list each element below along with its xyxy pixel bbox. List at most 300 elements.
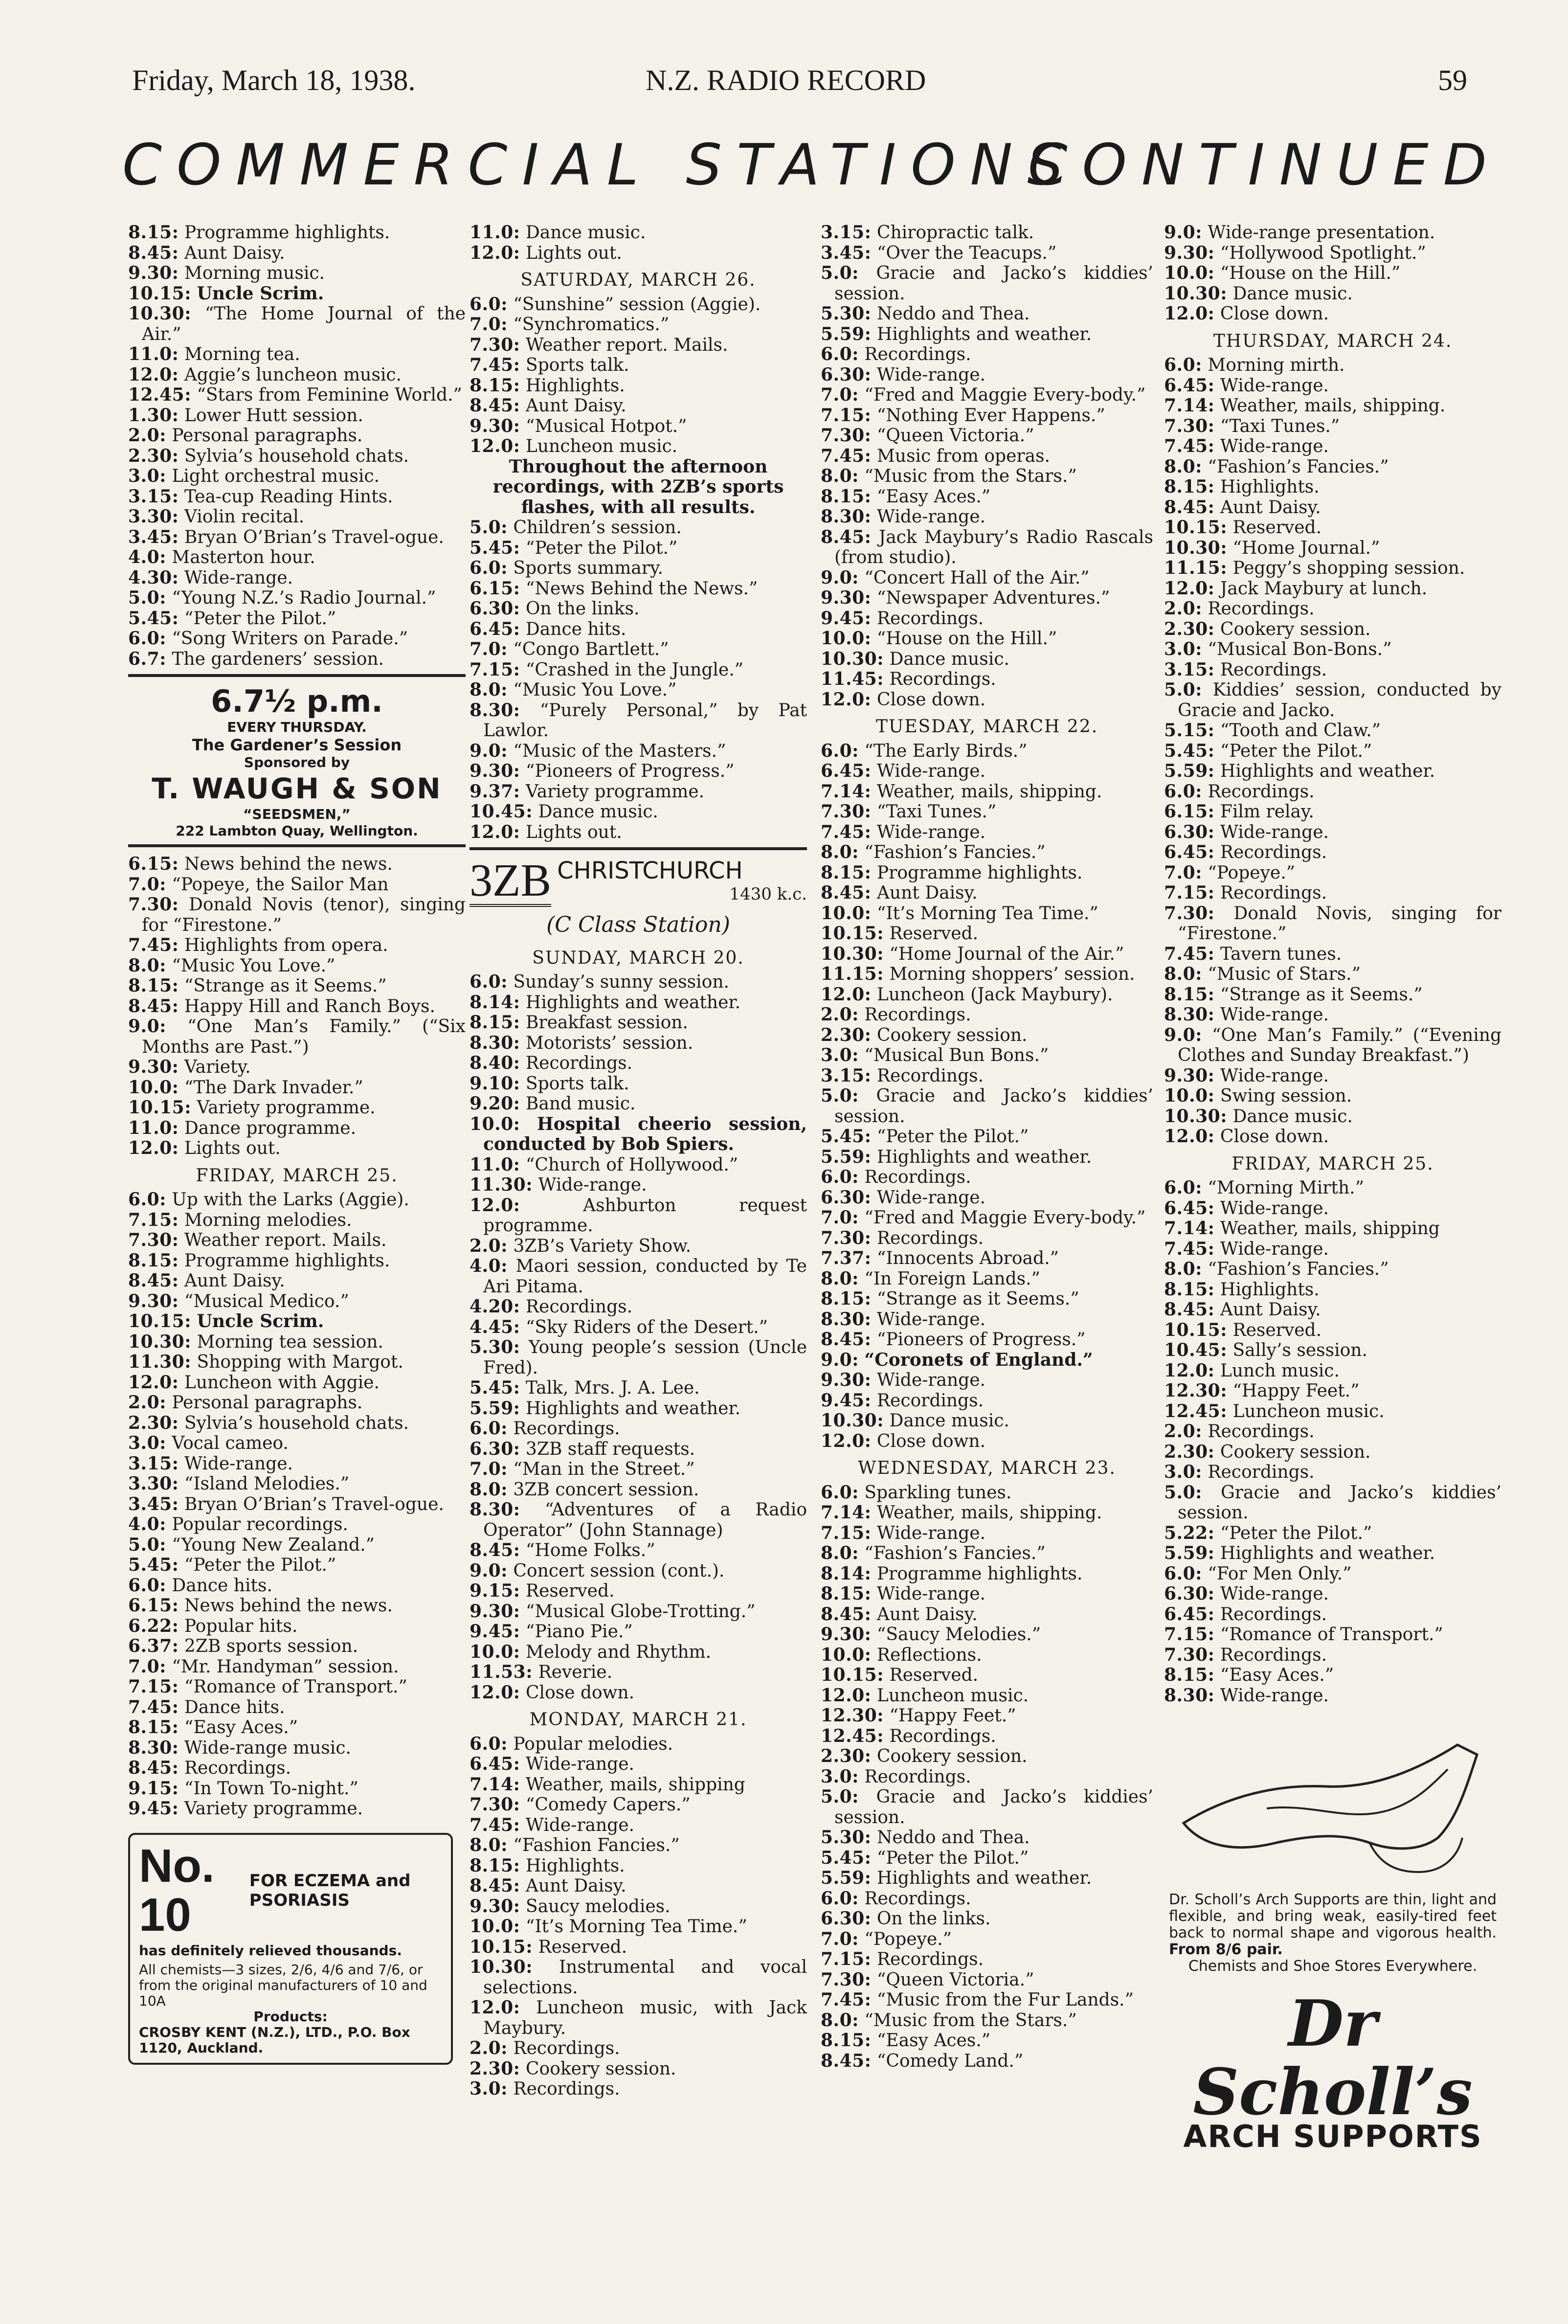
entry-time: 3.15: (128, 1453, 179, 1474)
entry-time: 10.30: (128, 1331, 192, 1352)
entry-time: 3.15: (821, 1065, 872, 1086)
entry-programme: “Peter the Pilot.” (184, 1555, 336, 1575)
schedule-entry (821, 690, 1153, 710)
entry-programme: “Nothing Ever Happens.” (876, 405, 1105, 426)
entry-time: 12.0: (821, 1430, 872, 1451)
schedule-entry (1164, 1259, 1501, 1280)
schedule-entry (821, 1970, 1153, 1990)
schedule-entry (470, 822, 807, 843)
divider (128, 674, 466, 677)
entry-programme: 3ZB concert session. (513, 1479, 699, 1500)
ad-copy-text: Dr. Scholl’s Arch Supports are thin, light and flexible, and bring weak, easily-tired feet back to normal shape and vigorous health. (1169, 1891, 1497, 1941)
entry-time: 9.45: (821, 608, 872, 629)
entry-programme: “Musical Bon-Bons.” (1208, 639, 1392, 659)
entry-time: 8.45: (1164, 1299, 1215, 1320)
schedule-entry (470, 1114, 807, 1155)
entry-programme: Highlights. (525, 375, 625, 396)
schedule-entry (128, 1078, 466, 1098)
entry-programme: “Easy Aces.” (876, 2031, 991, 2051)
schedule-entry (821, 1005, 1153, 1025)
schedule-entry (470, 1317, 807, 1338)
entry-programme: Sports talk. (525, 1073, 629, 1094)
entry-time: 10.30: (1164, 283, 1228, 304)
schedule-entry (128, 1576, 466, 1596)
entry-time: 6.45: (1164, 375, 1215, 396)
entry-time: 7.30: (821, 801, 872, 822)
entry-programme: Jack Maybury at lunch. (1220, 578, 1428, 599)
schedule-entry (1164, 863, 1501, 883)
entry-time: 9.0: (1164, 222, 1202, 243)
schedule-entry (1164, 497, 1501, 518)
entry-time: 10.15: (1164, 517, 1228, 538)
entry-programme: Close down. (1220, 304, 1329, 324)
entry-time: 7.45: (821, 445, 872, 466)
schedule-entry (128, 996, 466, 1017)
entry-programme: “Synchromatics.” (513, 315, 670, 335)
schedule-entry (470, 1581, 807, 1602)
schedule-entry (470, 700, 807, 741)
entry-time: 12.0: (470, 1682, 520, 1703)
entry-time: 12.0: (821, 984, 872, 1005)
schedule-entry (470, 315, 807, 335)
entry-time: 8.0: (1164, 1259, 1202, 1279)
entry-programme: Highlights and weather. (1220, 1543, 1435, 1563)
entry-programme: Wide-range. (525, 1815, 634, 1835)
schedule-entry (821, 629, 1153, 649)
entry-programme: Wide-range. (1220, 1239, 1329, 1259)
entry-programme: Reserved. (889, 1665, 979, 1685)
schedule-entry (128, 1677, 466, 1697)
entry-programme: Film relay. (1220, 802, 1314, 822)
ad-for: FOR ECZEMA and PSORIASIS (249, 1871, 411, 1910)
entry-programme: “Taxi Tunes.” (1220, 416, 1340, 436)
entry-time: 7.15: (821, 1522, 872, 1543)
entry-time: 6.0: (1164, 1563, 1202, 1584)
entry-time: 12.0: (128, 364, 179, 385)
ad-details: All chemists—3 sizes, 2/6, 4/6 and 7/6, or from the original manufacturers of 10 and 10A (139, 1961, 427, 2009)
schedule-entry (1164, 903, 1501, 944)
entry-programme: Recordings. (864, 1766, 971, 1787)
entry-programme: Dance music. (1232, 283, 1353, 304)
entry-time: 12.0: (470, 242, 520, 263)
entry-time: 5.0: (1164, 679, 1202, 700)
schedule-entry (1164, 1239, 1501, 1260)
entry-programme: Highlights. (1220, 477, 1320, 497)
schedule-entry (470, 1896, 807, 1917)
entry-programme: Programme highlights. (184, 223, 390, 243)
entry-time: 8.0: (470, 1479, 508, 1500)
entry-time: 10.0: (821, 903, 872, 924)
entry-programme: “Peter the Pilot.” (1220, 1523, 1372, 1543)
entry-programme: Wide-range. (184, 567, 293, 588)
schedule-list (1164, 355, 1501, 1147)
schedule-entry (1164, 1564, 1501, 1584)
entry-programme: Highlights and weather. (525, 992, 741, 1013)
entry-time: 8.40: (470, 1053, 520, 1073)
entry-programme: Recordings. (525, 1297, 633, 1317)
schedule-entry (128, 1717, 466, 1738)
entry-programme: Weather, mails, shipping (1220, 1218, 1440, 1239)
entry-programme: Aggie’s luncheon music. (184, 364, 402, 385)
schedule-entry (1164, 558, 1501, 579)
schedule-entry (1164, 1066, 1501, 1086)
schedule-entry (1164, 985, 1501, 1005)
entry-time: 10.15: (1164, 1319, 1228, 1340)
entry-programme: Recordings. (1208, 599, 1315, 619)
entry-time: 5.0: (821, 263, 859, 283)
entry-programme: Masterton hour. (172, 547, 315, 567)
entry-time: 10.0: (128, 1077, 179, 1098)
schedule-entry (821, 985, 1153, 1005)
entry-time: 6.45: (1164, 1197, 1215, 1218)
schedule-entry (1164, 376, 1501, 396)
schedule-entry (470, 1236, 807, 1257)
entry-time: 8.14: (470, 992, 520, 1013)
schedule-entry (470, 761, 807, 782)
entry-programme: Luncheon music. (525, 436, 678, 456)
schedule-entry (821, 903, 1153, 924)
schedule-entry (1164, 1686, 1501, 1706)
entry-programme: Morning melodies. (184, 1210, 352, 1230)
schedule-entry (470, 1297, 807, 1317)
entry-programme: Highlights and weather. (1220, 761, 1435, 781)
entry-programme: “Fashion Fancies.” (513, 1835, 680, 1855)
entry-programme: Young people’s session (Uncle Fred). (483, 1337, 807, 1378)
entry-time: 7.30: (1164, 1644, 1215, 1665)
schedule-entry (128, 365, 466, 385)
entry-time: 8.45: (821, 1603, 872, 1625)
entry-time: 2.0: (1164, 598, 1202, 619)
schedule-entry (1164, 436, 1501, 457)
schedule-entry (128, 1393, 466, 1413)
entry-time: 7.30: (821, 1227, 872, 1248)
entry-time: 7.30: (821, 1969, 872, 1990)
entry-time: 7.0: (128, 1656, 166, 1677)
entry-programme: Morning tea session. (197, 1331, 383, 1352)
entry-time: 11.15: (821, 964, 884, 984)
entry-time: 10.0: (821, 1644, 872, 1665)
entry-programme: Aunt Daisy. (184, 1271, 285, 1291)
entry-time: 8.15: (821, 862, 872, 883)
entry-time: 3.15: (821, 222, 872, 243)
schedule-entry (470, 1835, 807, 1856)
entry-programme: “Fashion’s Fancies.” (1208, 1259, 1389, 1279)
entry-programme: Highlights. (1220, 1279, 1320, 1300)
entry-time: 9.0: (470, 740, 508, 761)
day-heading: TUESDAY, MARCH 22. (875, 717, 1098, 737)
entry-time: 5.45: (128, 608, 179, 629)
schedule-entry (821, 1127, 1153, 1147)
entry-time: 7.14: (1164, 395, 1215, 416)
schedule-entry (128, 1433, 466, 1454)
entry-programme: Vocal cameo. (172, 1433, 289, 1453)
entry-time: 6.0: (1164, 355, 1202, 375)
entry-time: 5.0: (821, 1786, 859, 1807)
schedule-entry (1164, 639, 1501, 660)
schedule-entry (470, 579, 807, 599)
entry-time: 10.15: (821, 923, 884, 944)
schedule-entry (821, 1767, 1153, 1787)
entry-time: 3.0: (821, 1766, 859, 1787)
schedule-entry (821, 802, 1153, 822)
entry-time: 1.30: (128, 405, 179, 426)
schedule-entry (128, 629, 466, 649)
schedule-entry (470, 1459, 807, 1480)
schedule-entry (821, 406, 1153, 426)
entry-time: 8.30: (128, 1737, 179, 1758)
entry-programme: Sunday’s sunny session. (513, 972, 729, 992)
schedule-entry (821, 487, 1153, 507)
entry-time: 6.0: (470, 293, 508, 315)
schedule-entry (821, 1228, 1153, 1249)
schedule-entry (470, 1013, 807, 1033)
schedule-entry (821, 1350, 1153, 1371)
entry-programme: “Newspaper Adventures.” (876, 588, 1110, 608)
entry-time: 10.15: (128, 1097, 192, 1118)
entry-time: 2.0: (821, 1004, 859, 1025)
entry-time: 5.59: (1164, 761, 1215, 781)
schedule-entry (128, 1535, 466, 1556)
schedule-entry (128, 854, 466, 875)
entry-programme: Swing session. (1220, 1086, 1352, 1106)
schedule-entry (821, 1787, 1153, 1828)
entry-programme: Wide-range presentation. (1208, 223, 1435, 243)
entry-programme: “Queen Victoria.” (876, 1969, 1034, 1990)
schedule-entry (821, 1584, 1153, 1604)
entry-time: 5.45: (821, 1126, 872, 1147)
entry-programme: Morning music. (184, 263, 325, 283)
schedule-entry (470, 2059, 807, 2079)
entry-time: 7.14: (821, 1502, 872, 1523)
entry-time: 8.14: (821, 1563, 872, 1584)
entry-time: 6.30: (821, 1187, 872, 1208)
entry-programme: “Saucy Melodies.” (876, 1625, 1041, 1645)
schedule-entry (821, 263, 1153, 304)
entry-time: 12.0: (470, 821, 520, 842)
entry-time: 2.30: (128, 445, 179, 466)
entry-programme: Recordings. (864, 1005, 971, 1025)
schedule-entry (128, 935, 466, 956)
day-heading: SATURDAY, MARCH 26. (520, 270, 756, 290)
schedule-entry (1164, 964, 1501, 985)
entry-programme: Cookery session. (525, 2058, 676, 2079)
entry-time: 8.45: (821, 1329, 872, 1350)
schedule-entry (1164, 1127, 1501, 1147)
entry-time: 8.15: (128, 222, 179, 243)
schedule-entry (470, 660, 807, 680)
schedule-entry (1164, 1483, 1501, 1523)
entry-time: 8.15: (470, 1855, 520, 1876)
entry-time: 7.15: (1164, 1624, 1215, 1645)
entry-time: 9.0: (821, 567, 859, 588)
entry-time: 5.45: (128, 1555, 179, 1575)
schedule-entry (1164, 579, 1501, 599)
entry-programme: “Innocents Abroad.” (876, 1248, 1059, 1268)
entry-programme: Dance programme. (184, 1118, 357, 1138)
entry-programme: Motorists’ session. (525, 1033, 694, 1053)
entry-time: 2.0: (470, 1235, 508, 1256)
entry-time: 5.59: (821, 1868, 872, 1888)
schedule-entry (128, 385, 466, 406)
schedule-entry (128, 649, 466, 670)
entry-time: 8.15: (1164, 476, 1215, 497)
entry-programme: “Strange as it Seems.” (1220, 984, 1423, 1005)
entry-time: 8.30: (470, 1499, 520, 1520)
schedule-entry (470, 1998, 807, 2038)
schedule-entry (128, 243, 466, 264)
entry-programme: Weather, mails, shipping. (1220, 396, 1446, 416)
entry-time: 2.30: (128, 1412, 179, 1433)
entry-programme: “Happy Feet.” (1232, 1381, 1360, 1401)
entry-programme: Variety programme. (525, 781, 705, 802)
entry-time: 12.30: (821, 1705, 884, 1726)
entry-time: 8.30: (821, 506, 872, 527)
entry-time: 9.45: (821, 1390, 872, 1411)
schedule-entry (470, 1175, 807, 1196)
schedule-entry (1164, 1584, 1501, 1604)
entry-time: 3.15: (1164, 659, 1215, 680)
entry-time: 8.45: (821, 526, 872, 547)
entry-time: 9.0: (470, 1560, 508, 1581)
entry-time: 9.0: (128, 1016, 166, 1037)
entry-time: 8.30: (470, 1032, 520, 1053)
entry-programme: Close down. (525, 1682, 635, 1703)
schedule-entry (821, 588, 1153, 609)
entry-programme: Recordings. (513, 2079, 620, 2099)
entry-time: 5.0: (470, 517, 508, 538)
entry-programme: “Sunshine” session (Aggie). (513, 294, 761, 315)
entry-time: 7.0: (821, 1207, 859, 1228)
entry-time: 12.0: (821, 1685, 872, 1706)
entry-programme: Recordings. (1220, 1645, 1327, 1665)
schedule-entry (128, 1555, 466, 1576)
schedule-entry (821, 1645, 1153, 1666)
ad-products: Products: (253, 2008, 328, 2025)
entry-time: 5.30: (821, 303, 872, 324)
day-heading: FRIDAY, MARCH 25. (1232, 1153, 1434, 1174)
entry-programme: “Church of Hollywood.” (525, 1154, 739, 1175)
entry-time: 9.30: (821, 1624, 872, 1645)
entry-time: 8.45: (821, 882, 872, 903)
schedule-entry (821, 568, 1153, 588)
entry-programme: Wide-range. (1220, 1584, 1329, 1604)
schedule-entry (1164, 599, 1501, 619)
schedule-entry (470, 599, 807, 619)
schedule-entry (1164, 1462, 1501, 1483)
entry-programme: Peggy’s shopping session. (1232, 558, 1465, 578)
entry-programme: Lunch music. (1220, 1360, 1340, 1381)
entry-programme: Recordings. (864, 344, 971, 364)
entry-programme: Highlights from opera. (184, 935, 388, 955)
entry-time: 2.30: (821, 1746, 872, 1766)
schedule-entry (470, 1876, 807, 1896)
entry-time: 6.0: (1164, 1177, 1202, 1198)
entry-programme: Aunt Daisy. (876, 883, 978, 903)
entry-programme: “Peter the Pilot.” (184, 608, 336, 629)
schedule-entry (821, 1370, 1153, 1391)
entry-programme: Highlights and weather. (876, 1147, 1092, 1167)
entry-programme: “Adventures of a Radio Operator” (John Stannage) (483, 1500, 807, 1540)
entry-programme: Recordings. (1220, 1604, 1327, 1625)
entry-time: 7.0: (821, 384, 859, 405)
schedule-entry (1164, 802, 1501, 822)
entry-programme: Wide-range. (1220, 1005, 1329, 1025)
schedule-entry (821, 782, 1153, 802)
entry-programme: “The Dark Invader.” (184, 1077, 363, 1098)
schedule-entry (128, 1016, 466, 1057)
entry-time: 8.30: (821, 1309, 872, 1330)
entry-programme: “Congo Bartlett.” (513, 639, 669, 659)
column-2 (470, 223, 807, 2099)
schedule-entry (128, 547, 466, 568)
schedule-entry (470, 1602, 807, 1622)
entry-time: 6.0: (821, 1888, 859, 1909)
entry-programme: “Music from the Stars.” (864, 2010, 1077, 2031)
entry-programme: “Musical Globe-Trotting.” (525, 1601, 756, 1622)
day-heading: MONDAY, MARCH 21. (529, 1710, 747, 1730)
entry-time: 7.14: (1164, 1218, 1215, 1239)
schedule-entry (821, 609, 1153, 629)
schedule-entry (1164, 1340, 1501, 1361)
entry-programme: Morning tea. (184, 344, 300, 364)
entry-programme: Close down. (876, 689, 986, 710)
station-callsign: 3ZB (470, 855, 552, 906)
entry-time: 6.30: (821, 1908, 872, 1929)
entry-programme: “News Behind the News.” (525, 578, 758, 599)
entry-time: 2.0: (470, 2038, 508, 2058)
schedule-entry (128, 976, 466, 996)
entry-time: 12.0: (470, 1997, 520, 2018)
entry-time: 12.0: (1164, 578, 1215, 599)
schedule-entry (1164, 263, 1501, 284)
schedule-list (1164, 223, 1501, 324)
entry-time: 7.15: (821, 1949, 872, 1969)
entry-programme: Maori session, conducted by Te Ari Pitama. (483, 1256, 807, 1297)
schedule-list (470, 294, 807, 457)
entry-programme: “Island Melodies.” (184, 1474, 350, 1494)
schedule-entry (1164, 457, 1501, 477)
entry-time: 9.30: (1164, 242, 1215, 263)
schedule-list (128, 854, 466, 1159)
entry-programme: “Music You Love.” (513, 680, 677, 700)
entry-time: 5.0: (1164, 1482, 1202, 1503)
ad-stores: Chemists and Shoe Stores Everywhere. (1188, 1958, 1478, 1975)
entry-time: 9.30: (128, 263, 179, 283)
entry-programme: Wide-range. (184, 1453, 293, 1474)
entry-time: 11.53: (470, 1662, 533, 1682)
schedule-entry (128, 1138, 466, 1159)
entry-programme: Wide-range. (538, 1175, 647, 1195)
entry-programme: Recordings. (184, 1758, 291, 1778)
entry-programme: “House on the Hill.” (1220, 263, 1401, 283)
entry-programme: Melody and Rhythm. (525, 1642, 712, 1662)
schedule-entry (128, 1454, 466, 1474)
ad-price: From 8/6 pair. (1169, 1941, 1283, 1958)
entry-programme: “Fashion’s Fancies.” (864, 1543, 1046, 1563)
schedule-entry (821, 1483, 1153, 1503)
schedule-entry (128, 446, 466, 467)
schedule-entry (821, 2010, 1153, 2031)
entry-time: 6.15: (128, 1595, 179, 1616)
schedule-entry (1164, 1005, 1501, 1025)
schedule-entry (470, 416, 807, 437)
saturday-note: Throughout the afternoon recordings, with 2ZB’s sports flashes, with all results. (493, 456, 784, 518)
entry-programme: “Fred and Maggie Every-body.” (864, 385, 1146, 405)
entry-programme: “Home Journal.” (1232, 538, 1380, 558)
entry-time: 3.0: (128, 466, 166, 486)
entry-time: 11.0: (470, 1154, 520, 1175)
entry-time: 8.30: (1164, 1004, 1215, 1025)
